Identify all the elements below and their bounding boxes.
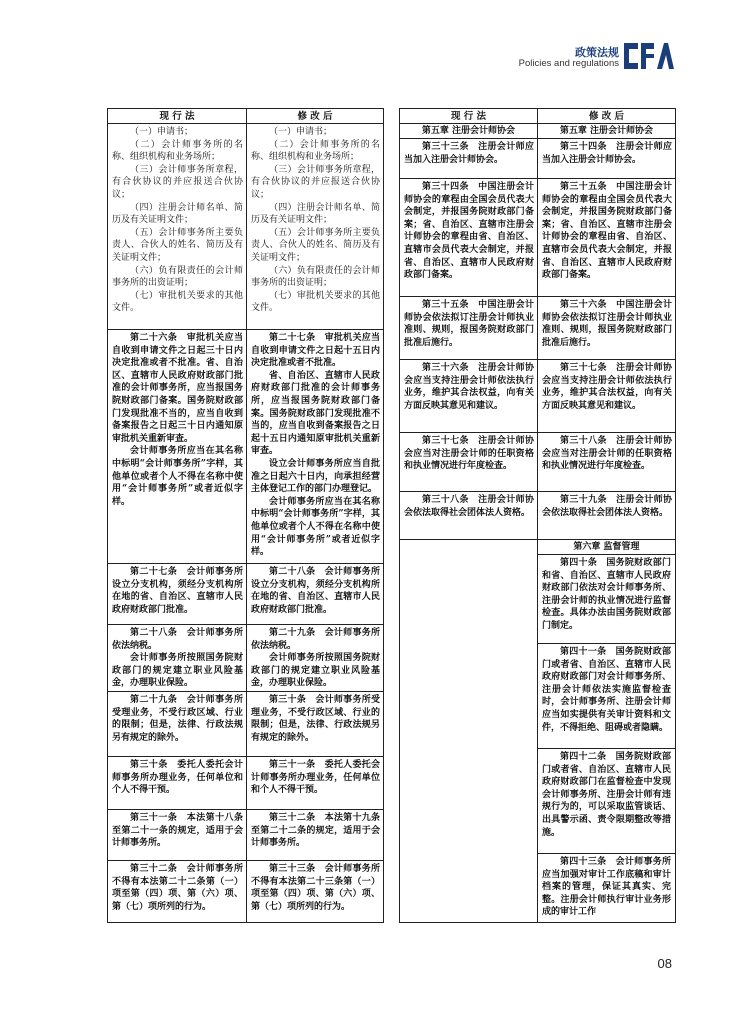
- new-cell: 第三十条 会计师事务所受理业务，不受行政区域、行业的限制；但是，法律、行政法规另有规定的除外。: [251, 695, 380, 743]
- table-row: [108, 564, 383, 625]
- section-title-cn: 政策法规: [575, 46, 619, 59]
- old-cell: 第三十六条 注册会计师协会应当支持注册会计师依法执行业务，维护其合法权益，向有关方面反映其意见和建议。: [404, 363, 534, 411]
- new-cell: 第三十四条 注册会计师应当加入注册会计师协会。: [542, 142, 672, 165]
- old-cell: 第三十四条 中国注册会计师协会的章程由全国会员代表大会制定，并报国务院财政部门备案；省、自治区、直辖市注册会计师协会的章程由省、自治区、直辖市会员代表大会制定，并报省、自治区、直辖市人民政府财政部门备案。: [404, 182, 534, 281]
- new-cell: 第三十八条 注册会计师协会应当对注册会计师的任职资格和执业情况进行年度检查。: [542, 436, 672, 472]
- comparison-table-left: [107, 108, 384, 923]
- old-cell: 第三十二条 会计师事务所不得有本法第二十二条第（一）项至第（四）项、第（六）项、第（七）项所列的行为。: [112, 864, 243, 912]
- comparison-table-right: [399, 108, 676, 923]
- new-cell: （一）申请书； （二）会计师事务所的名称、组织机构和业务场所； （三）会计师事务所章程，有合伙协议的并应报送合伙协议； （四）注册会计师名单、简历及有关证明文件； （五）会计师事务所主要负责人、合伙人的姓名、简历及有关证明文件； （六）负有限责任的会计师事务所的出资证明； （七）审批机关要求的其他文件。: [251, 127, 380, 314]
- table-row: [108, 692, 383, 757]
- chapter-heading-new: 第六章 监督管理: [573, 542, 640, 552]
- new-cell: 第四十三条 会计师事务所应当加强对审计工作底稿和审计档案的管理，保证其真实、完整。注册会计师执行审计业务形成的审计工作: [542, 857, 671, 918]
- new-cell: 第二十九条 会计师事务所依法纳税。 会计师事务所按照国务院财政部门的规定建立职业风险基金，办理职业保险。: [251, 628, 380, 689]
- old-cell: 第三十五条 中国注册会计师协会依法拟订注册会计师执业准则、规则，报国务院财政部门批准后施行。: [404, 300, 534, 348]
- chapter-heading-new: 第五章 注册会计师协会: [559, 126, 654, 136]
- old-cell: 第二十六条 审批机关应当自收到申请文件之日起三十日内决定批准或者不批准。省、自治区、直辖市人民政府财政部门批准的会计师事务所，应当报国务院财政部门备案。国务院财政部门发现批准不当的，应当自收到备案报告之日起三十日内通知原审批机关重新审查。 会计师事务所应当在其名称中标明“会计师事务所”字样，其他单位或者个人不得在名称中使用“会计师事务所”或者近似字样。: [112, 333, 243, 507]
- old-cell: 第三十三条 注册会计师应当加入注册会计师协会。: [404, 142, 534, 165]
- col-header-old: 现 行 法: [450, 111, 487, 122]
- old-cell: （一）申请书； （二）会计师事务所的名称、组织机构和业务场所； （三）会计师事务所章程，有合伙协议的并应报送合伙协议； （四）注册会计师名单、简历及有关证明文件； （五）会计师事务所主要负责人、合伙人的姓名、简历及有关证明文件； （六）负有限责任的会计师事务所的出资证明； （七）审批机关要求的其他文件。: [112, 127, 243, 314]
- table-row: [108, 861, 383, 922]
- new-cell: 第四十一条 国务院财政部门或者省、自治区、直辖市人民政府财政部门对会计师事务所、注册会计师依法实施监督检查时，会计师事务所、注册会计师应当如实提供有关审计资料和文件，不得拒绝、阻碍或者隐瞒。: [542, 647, 671, 733]
- table-row: [538, 644, 675, 749]
- new-cell: 第三十六条 中国注册会计师协会依法拟订注册会计师执业准则、规则，报国务院财政部门批准后施行。: [542, 300, 672, 348]
- col-header-new: 修 改 后: [297, 111, 333, 122]
- table-row: [400, 139, 675, 179]
- section-title-en: Policies and regulations: [518, 58, 619, 69]
- new-cell: 第二十八条 会计师事务所设立分支机构，须经分支机构所在地的省、自治区、直辖市人民政府财政部门批准。: [251, 567, 380, 615]
- new-cell: 第三十二条 本法第十九条至第二十二条的规定，适用于会计师事务所。: [251, 813, 380, 849]
- chapter-heading-old: 第五章 注册会计师协会: [421, 126, 516, 136]
- new-cell: 第三十五条 中国注册会计师协会的章程由全国会员代表大会制定，并报国务院财政部门备案；省、自治区、直辖市注册会计师协会的章程由省、自治区、直辖市会员代表大会制定，并报省、自治区、直辖市人民政府财政部门备案。: [542, 182, 672, 281]
- table-row: [108, 124, 383, 330]
- page-number: 08: [657, 956, 672, 971]
- table-header-row: [400, 109, 675, 124]
- table-row: [538, 854, 675, 922]
- old-cell: 第二十八条 会计师事务所依法纳税。 会计师事务所按照国务院财政部门的规定建立职业风险基金，办理职业保险。: [112, 628, 243, 689]
- table-row: [400, 433, 675, 492]
- old-cell: 第二十九条 会计师事务所受理业务，不受行政区域、行业的限制；但是，法律、行政法规另有规定的除外。: [112, 695, 243, 743]
- chapter-row: [400, 124, 675, 139]
- old-cell: 第三十七条 注册会计师协会应当对注册会计师的任职资格和执业情况进行年度检查。: [404, 436, 534, 472]
- new-cell: 第四十条 国务院财政部门和省、自治区、直辖市人民政府财政部门依法对会计师事务所、注册会计师的执业情况进行监督检查。具体办法由国务院财政部门制定。: [542, 558, 671, 631]
- table-row: [108, 810, 383, 861]
- old-cell: 第二十七条 会计师事务所设立分支机构，须经分支机构所在地的省、自治区、直辖市人民政府财政部门批准。: [112, 567, 243, 615]
- col-header-old: 现 行 法: [159, 111, 195, 122]
- table-row: [108, 757, 383, 810]
- cfa-logo-icon: [624, 41, 674, 71]
- table-header-row: [108, 109, 383, 124]
- table-row: [400, 297, 675, 360]
- table-row: [108, 625, 383, 692]
- logo-text: CFA: [649, 70, 652, 71]
- new-cell: 第二十七条 审批机关应当自收到申请文件之日起十五日内决定批准或者不批准。 省、自治区、直辖市人民政府财政部门批准的会计师事务所，应当报国务院财政部门备案。国务院财政部门发现批准不当的，应当自收到备案报告之日起十五日内通知原审批机关重新审查。 设立会计师事务所应当自批准之日起六十日内，向承担经营主体登记工作的部门办理登记。 会计师事务所应当在其名称中标明“会计师事务所”字样，其他单位或者个人不得在名称中使用“会计师事务所”或者近似字样。: [251, 333, 380, 558]
- table-row: [400, 492, 675, 540]
- table-row: [400, 179, 675, 297]
- new-cell: 第三十一条 委托人委托会计师事务所办理业务，任何单位和个人不得干预。: [251, 760, 380, 796]
- new-cell: 第四十二条 国务院财政部门或者省、自治区、直辖市人民政府财政部门在监督检查中发现会计师事务所、注册会计师有违规行为的，可以采取监管谈话、出具警示函、责令限期整改等措施。: [542, 752, 671, 838]
- new-cell: 第三十三条 会计师事务所不得有本法第二十三条第（一）项至第（四）项、第（六）项、第（七）项所列的行为。: [251, 864, 380, 912]
- new-cell: 第三十九条 注册会计师协会依法取得社会团体法人资格。: [542, 495, 672, 518]
- table-row: [108, 330, 383, 564]
- old-cell: 第三十一条 本法第十八条至第二十一条的规定，适用于会计师事务所。: [112, 813, 243, 849]
- old-cell: 第三十八条 注册会计师协会依法取得社会团体法人资格。: [404, 495, 534, 518]
- chapter-row: [538, 540, 675, 555]
- new-cell: 第三十七条 注册会计师协会应当支持注册会计师依法执行业务，维护其合法权益，向有关方面反映其意见和建议。: [542, 363, 672, 411]
- table-row: [538, 749, 675, 854]
- table-row: [400, 360, 675, 433]
- col-header-new: 修 改 后: [588, 111, 625, 122]
- table-row: [538, 555, 675, 644]
- old-cell: 第三十条 委托人委托会计师事务所办理业务，任何单位和个人不得干预。: [112, 760, 243, 796]
